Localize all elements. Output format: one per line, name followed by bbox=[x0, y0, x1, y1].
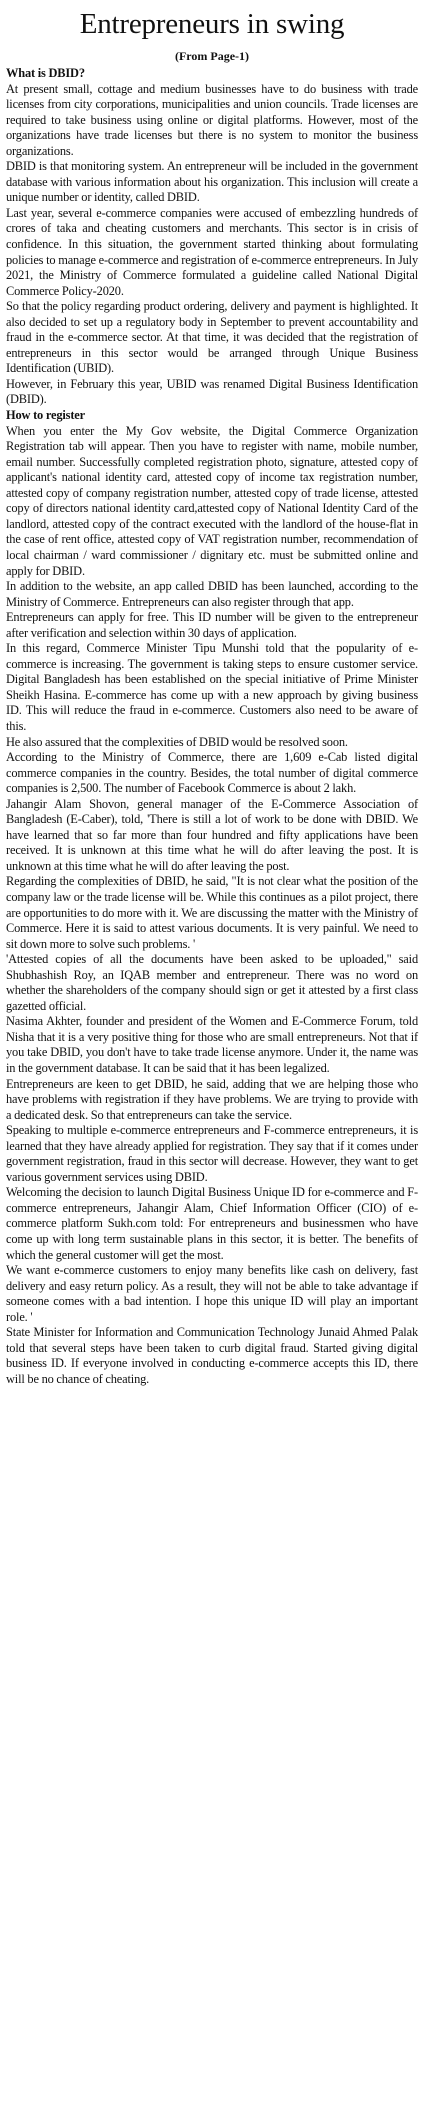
continuation-note: (From Page-1) bbox=[174, 49, 250, 63]
paragraph: Regarding the complexities of DBID, he said, "It is not clear what the position of the company law or the trade license will be. While this continues as a pilot project, there are opportunities to do more with it. We are discussing the matter with the Ministry of Commerce. Here it is said to attest various documents. It is very painful. We need to sit down more to solve such problems. ' bbox=[6, 874, 418, 951]
paragraph: 'Attested copies of all the documents have been asked to be uploaded," said Shubhashish Roy, an IQAB member and entrepreneur. There was no word on whether the shareholders of the company should sign or get it attested by a first class gazetted official. bbox=[6, 952, 418, 1013]
article-headline: Entrepreneurs in swing bbox=[79, 8, 345, 40]
paragraph: Jahangir Alam Shovon, general manager of the E-Commerce Association of Bangladesh (E-Caber), told, 'There is still a lot of work to be done with DBID. We have learned that so far more than four hundred and fifty applications have been received. It is unknown at this time what he will do after leaving the post. It is unknown at this time what he will do after leaving the post. bbox=[6, 796, 418, 873]
paragraph: We want e-commerce customers to enjoy many benefits like cash on delivery, fast delivery and easy return policy. As a result, they will not be able to take advantage if someone comes with a bad intention. I hope this unique ID will play an important role. ' bbox=[6, 1263, 418, 1324]
paragraph: At present small, cottage and medium businesses have to do business with trade licenses from city corporations, municipalities and union councils. Trade licenses are required to take business using online or digital platforms. However, most of the organizations have trade licenses but there is no system to monitor the business organizations. bbox=[6, 81, 418, 158]
paragraph: Entrepreneurs are keen to get DBID, he said, adding that we are helping those who have problems with registration if they have problems. We are trying to provide with a dedicated desk. So that entrepreneurs can take the service. bbox=[6, 1076, 418, 1122]
paragraph: Nasima Akhter, founder and president of the Women and E-Commerce Forum, told Nisha that it is a very positive thing for those who are small entrepreneurs. Not that if you take DBID, you don't have to take trade license anymore. Under it, the name was in the government database. It can be said that it has been legalized. bbox=[6, 1014, 418, 1075]
article-body bbox=[6, 66, 418, 1387]
paragraph: In this regard, Commerce Minister Tipu Munshi told that the popularity of e-commerce is increasing. The government is taking steps to ensure customer service. Digital Bangladesh has been established on the special initiative of Prime Minister Sheikh Hasina. E-commerce has come up with a new approach by giving business ID. This will reduce the fraud in e-commerce. Customers also need to be aware of this. bbox=[6, 641, 418, 733]
paragraph: Welcoming the decision to launch Digital Business Unique ID for e-commerce and F-commerce entrepreneurs, Jahangir Alam, Chief Information Officer (CIO) of e-commerce platform Sukh.com told: For entrepreneurs and businessmen who have come up with long term sustainable plans in this sector, it is better. The benefits of which the general customer will get the most. bbox=[6, 1185, 418, 1262]
paragraph: State Minister for Information and Communication Technology Junaid Ahmed Palak told that several steps have been taken to curb digital fraud. Started giving digital business ID. If everyone involved in conducting e-commerce accepts this ID, there will be no chance of cheating. bbox=[6, 1325, 418, 1386]
paragraph: DBID is that monitoring system. An entrepreneur will be included in the government database with various information about his organization. This inclusion will create a unique number or identity, called DBID. bbox=[6, 159, 418, 205]
subhead-what-is-dbid: What is DBID? bbox=[6, 66, 85, 80]
paragraph: However, in February this year, UBID was renamed Digital Business Identification (DBID). bbox=[6, 376, 418, 407]
paragraph: Last year, several e-commerce companies were accused of embezzling hundreds of crores of taka and cheating customers and merchants. This sector is in crisis of confidence. In this situation, the government started thinking about formulating policies to manage e-commerce and registration of e-commerce entrepreneurs. In July 2021, the Ministry of Commerce formulated a guideline called National Digital Commerce Policy-2020. bbox=[6, 205, 418, 298]
subhead-how-to-register: How to register bbox=[6, 408, 86, 423]
paragraph: He also assured that the complexities of DBID would be resolved soon. bbox=[6, 734, 348, 749]
paragraph: According to the Ministry of Commerce, there are 1,609 e-Cab listed digital commerce companies in the country. Besides, the total number of digital commerce companies is 2,500. The number of Facebook Commerce is about 2 lakh. bbox=[6, 750, 418, 796]
paragraph: Entrepreneurs can apply for free. This ID number will be given to the entrepreneur after verification and selection within 30 days of application. bbox=[6, 610, 418, 640]
paragraph: In addition to the website, an app called DBID has been launched, according to the Ministry of Commerce. Entrepreneurs can also register through that app. bbox=[6, 579, 418, 609]
paragraph: When you enter the My Gov website, the Digital Commerce Organization Registration tab will appear. Then you have to register with name, mobile number, email number. Successfully completed registration photo, signature, attested copy of applicant's national identity card, attested copy of income tax registration number, attested copy of company registration number, attested copy of trade license, attested copy of directors national identity card,attested copy of National Identity Card of the landlord, attested copy of the contract executed with the landlord of the house-flat in the case of rent office, attested copy of VAT registration number, recommendation of local chairman / ward commissioner / dignitary etc. must be submitted online and apply for DBID. bbox=[6, 423, 418, 578]
paragraph: Speaking to multiple e-commerce entrepreneurs and F-commerce entrepreneurs, it is learned that they have already applied for registration. They say that if it comes under government registration, fraud in this sector will decrease. However, they want to get various government services using DBID. bbox=[6, 1123, 418, 1184]
paragraph: So that the policy regarding product ordering, delivery and payment is highlighted. It also decided to set up a regulatory body in September to prevent accountability and fraud in the e-commerce sector. At that time, it was decided that the registration of entrepreneurs in this sector would be arranged through Unique Business Identification (UBID). bbox=[6, 299, 418, 376]
news-article bbox=[6, 0, 418, 1387]
